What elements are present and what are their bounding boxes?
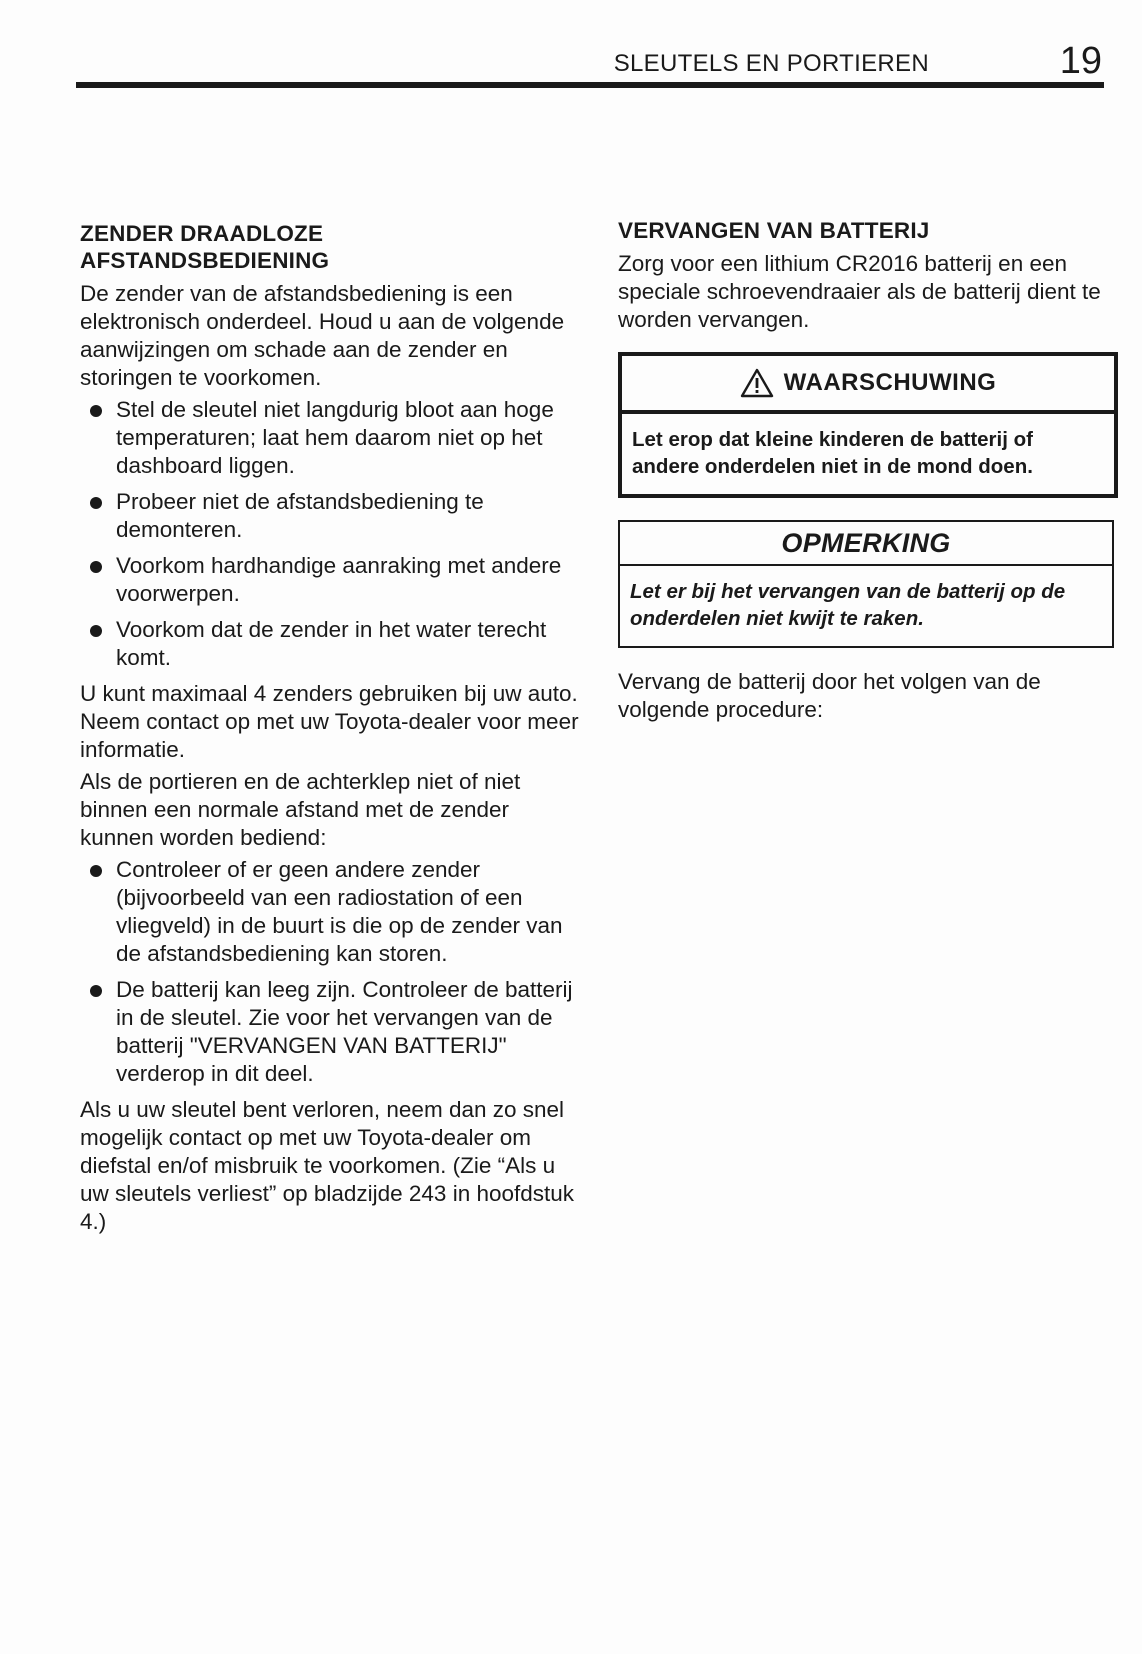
not-operable-paragraph: Als de portieren en de achterklep niet of niet binnen een normale afstand met de zender kunnen worden bediend:: [80, 769, 521, 850]
procedure-paragraph: Vervang de batterij door het volgen van de volgende procedure:: [618, 669, 1041, 722]
note-body: Let er bij het vervangen van de batterij op de onderdelen niet kwijt te raken.: [630, 580, 1066, 630]
note-box: [618, 520, 1114, 648]
bullet-icon: [90, 625, 102, 637]
right-column: [618, 217, 1114, 728]
header-rule: [76, 82, 1104, 88]
bullet-icon: [90, 561, 102, 573]
list-item: Controleer of er geen andere zender (bijvoorbeeld van een radiostation of een vliegveld) in de buurt is die op de zender van de afstandsbediening kan storen.: [80, 856, 580, 968]
heading-remote-line1: ZENDER DRAADLOZE: [80, 221, 324, 246]
note-title: OPMERKING: [620, 522, 1112, 566]
warning-title-bar: [622, 356, 1114, 414]
bullet-icon: [90, 405, 102, 417]
page-number: 19: [1059, 40, 1102, 82]
battery-intro-paragraph: Zorg voor een lithium CR2016 batterij en een speciale schroevendraaier als de batterij dient te worden vervangen.: [618, 251, 1101, 332]
warning-box: [618, 352, 1118, 498]
section-title: SLEUTELS EN PORTIEREN: [613, 50, 929, 77]
care-bullet-list: [80, 396, 580, 672]
list-item: Stel de sleutel niet langdurig bloot aan hoge temperaturen; laat hem daarom niet op het dashboard liggen.: [80, 396, 580, 480]
bullet-icon: [90, 497, 102, 509]
heading-battery: VERVANGEN VAN BATTERIJ: [618, 218, 930, 243]
list-item: Voorkom hardhandige aanraking met andere voorwerpen.: [80, 552, 580, 608]
troubleshoot-bullet-list: [80, 856, 580, 1088]
left-column: [80, 220, 580, 1240]
page-header: [76, 40, 1104, 88]
warning-body: Let erop dat kleine kinderen de batterij of andere onderdelen niet in de mond doen.: [632, 428, 1033, 478]
bullet-icon: [90, 865, 102, 877]
list-item: Voorkom dat de zender in het water terecht komt.: [80, 616, 580, 672]
bullet-icon: [90, 985, 102, 997]
list-item: De batterij kan leeg zijn. Controleer de batterij in de sleutel. Zie voor het vervangen van de batterij "VERVANGEN VAN BATTERIJ" verderop in dit deel.: [80, 976, 580, 1088]
lost-key-paragraph: Als u uw sleutel bent verloren, neem dan zo snel mogelijk contact op met uw Toyota-dealer om diefstal en/of misbruik te voorkomen. (Zie “Als u uw sleutels verliest” op bladzijde 243 in hoofdstuk 4.): [80, 1097, 575, 1234]
intro-paragraph: De zender van de afstandsbediening is een elektronisch onderdeel. Houd u aan de volgende aanwijzingen om schade aan de zender en storingen te voorkomen.: [80, 281, 565, 390]
warning-title: WAARSCHUWING: [783, 369, 997, 396]
heading-remote-line2: AFSTANDSBEDIENING: [80, 248, 330, 273]
warning-triangle-icon: [740, 368, 774, 398]
list-item: Probeer niet de afstandsbediening te demonteren.: [80, 488, 580, 544]
max-transmitters-paragraph: U kunt maximaal 4 zenders gebruiken bij uw auto. Neem contact op met uw Toyota-dealer voor meer informatie.: [80, 681, 579, 762]
